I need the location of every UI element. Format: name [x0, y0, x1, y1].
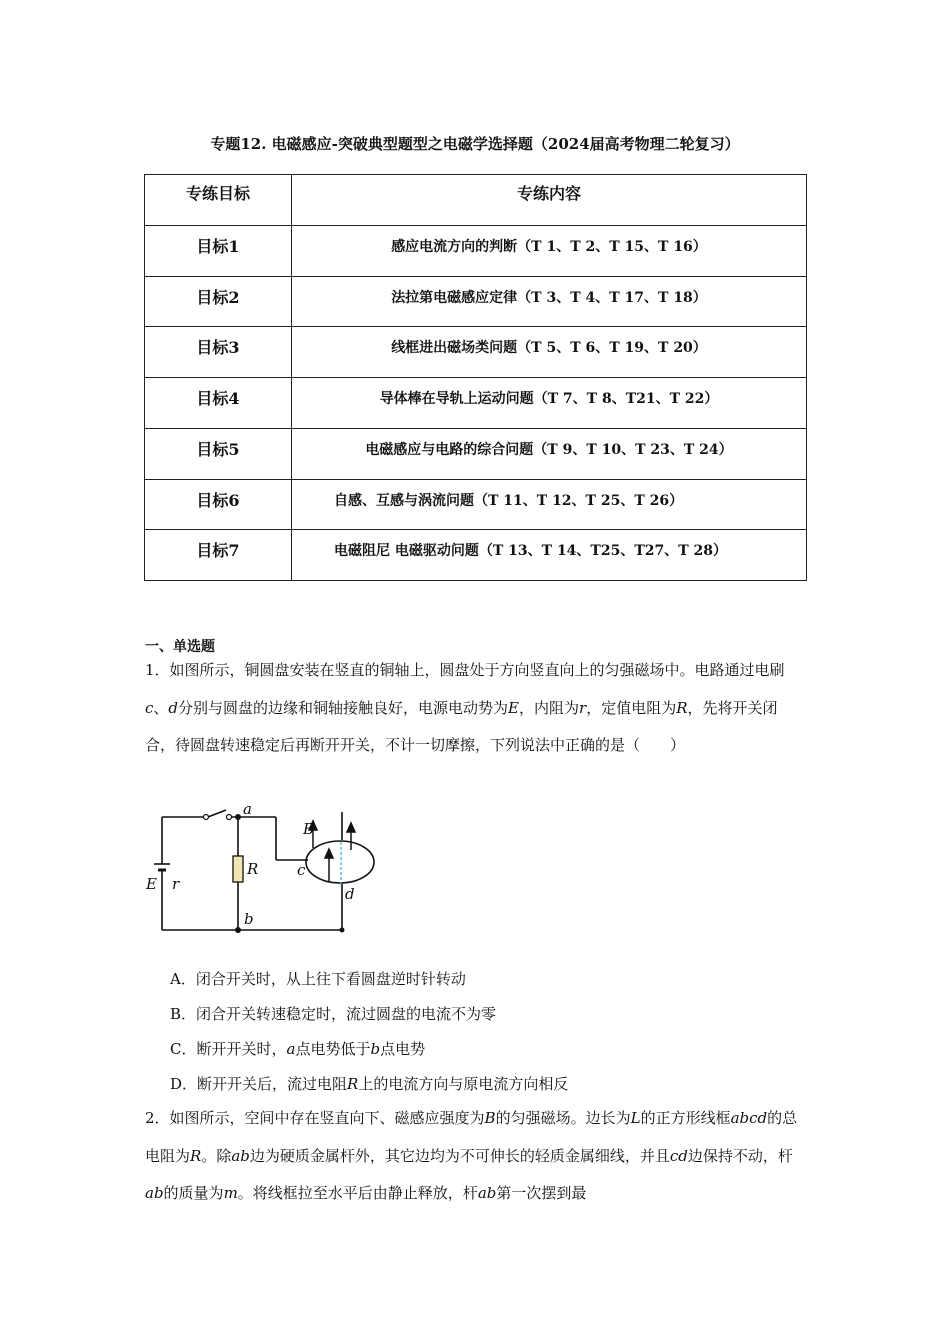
switch-contact [227, 815, 232, 820]
content-cell: 感应电流方向的判断（T 1、T 2、T 15、T 16） [292, 226, 807, 277]
goal-cell: 目标5 [145, 428, 292, 479]
goal-cell: 目标7 [145, 530, 292, 581]
label-c: c [297, 861, 306, 879]
label-d: d [345, 885, 355, 903]
goal-cell: 目标2 [145, 276, 292, 327]
label-r: r [172, 875, 180, 893]
circuit-diagram [140, 798, 390, 943]
content-cell: 线框进出磁场类问题（T 5、T 6、T 19、T 20） [292, 327, 807, 378]
content-cell: 电磁阻尼 电磁驱动问题（T 13、T 14、T25、T27、T 28） [292, 530, 807, 581]
option-a: A．闭合开关时，从上往下看圆盘逆时针转动 [170, 970, 466, 988]
section-heading: 一、单选题 [145, 639, 215, 655]
goal-cell: 目标4 [145, 378, 292, 429]
goals-table [144, 174, 807, 581]
goal-cell: 目标6 [145, 479, 292, 530]
question-2-text: 2．如图所示，空间中存在竖直向下、磁感应强度为B的匀强磁场。边长为L的正方形线框abcd的总电阻为R。除ab边为硬质金属杆外，其它边均为不可伸长的轻质金属细线，并且cd边保持不动，杆ab的质量为m。将线框拉至水平后由静止释放，杆ab第一次摆到最 [145, 1109, 798, 1202]
page-title: 专题12. 电磁感应-突破典型题型之电磁学选择题（2024届高考物理二轮复习） [210, 135, 740, 153]
node-a [235, 814, 241, 820]
table-row [145, 530, 807, 581]
header-goal: 专练目标 [145, 175, 292, 226]
table-row [145, 378, 807, 429]
label-b: b [244, 910, 254, 928]
option-c: C．断开开关时，a点电势低于b点电势 [170, 1040, 426, 1058]
header-content: 专练内容 [292, 175, 807, 226]
goal-cell: 目标3 [145, 327, 292, 378]
table-row [145, 479, 807, 530]
node-b [235, 927, 241, 933]
goal-cell: 目标1 [145, 226, 292, 277]
table-row [145, 276, 807, 327]
content-cell: 导体棒在导轨上运动问题（T 7、T 8、T21、T 22） [292, 378, 807, 429]
table-row [145, 226, 807, 277]
content-cell: 法拉第电磁感应定律（T 3、T 4、T 17、T 18） [292, 276, 807, 327]
label-E: E [146, 875, 157, 893]
content-cell: 电磁感应与电路的综合问题（T 9、T 10、T 23、T 24） [292, 428, 807, 479]
table-row [145, 327, 807, 378]
question-1-text: 1．如图所示，铜圆盘安装在竖直的铜轴上，圆盘处于方向竖直向上的匀强磁场中。电路通过电刷c、d分别与圆盘的边缘和铜轴接触良好，电源电动势为E，内阻为r，定值电阻为R，先将开关闭合，待圆盘转速稳定后再断开开关，不计一切摩擦，下列说法中正确的是（ ） [145, 661, 785, 754]
label-R: R [247, 860, 259, 878]
magnetic-field-arrows [309, 821, 355, 882]
table-row [145, 428, 807, 479]
label-a: a [243, 800, 252, 818]
option-b: B．闭合开关转速稳定时，流过圆盘的电流不为零 [170, 1005, 497, 1023]
label-B: B [303, 820, 315, 838]
resistor-symbol [233, 856, 243, 882]
content-cell: 自感、互感与涡流问题（T 11、T 12、T 25、T 26） [292, 479, 807, 530]
table-header-row [145, 175, 807, 226]
option-d: D．断开开关后，流过电阻R上的电流方向与原电流方向相反 [170, 1075, 569, 1093]
